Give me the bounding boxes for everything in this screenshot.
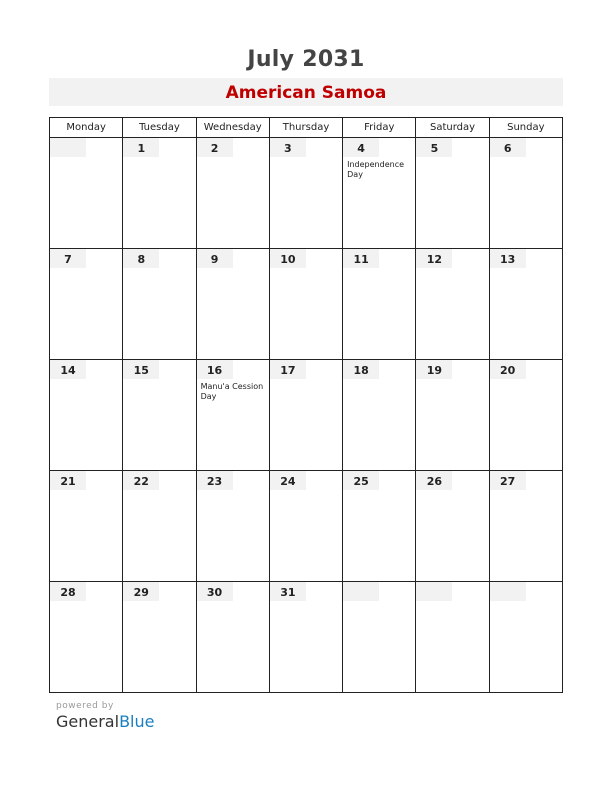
country-banner <box>49 78 563 106</box>
day-cell <box>196 360 269 471</box>
day-cell <box>50 249 123 360</box>
day-number: 31 <box>270 582 306 601</box>
day-cell <box>123 249 196 360</box>
week-row <box>50 360 563 471</box>
brand-blue: Blue <box>119 712 155 731</box>
day-number <box>50 138 86 157</box>
day-number: 13 <box>490 249 526 268</box>
day-number: 10 <box>270 249 306 268</box>
day-cell <box>269 471 342 582</box>
day-cell <box>269 138 342 249</box>
day-number: 20 <box>490 360 526 379</box>
day-cell <box>416 138 489 249</box>
day-cell <box>196 249 269 360</box>
day-cell <box>343 138 416 249</box>
weekday-thursday: Thursday <box>269 118 342 138</box>
day-number: 2 <box>197 138 233 157</box>
day-cell <box>123 471 196 582</box>
day-cell <box>416 582 489 693</box>
day-cell <box>343 249 416 360</box>
day-cell <box>343 360 416 471</box>
day-number: 19 <box>416 360 452 379</box>
day-cell <box>269 249 342 360</box>
country-name: American Samoa <box>225 83 387 103</box>
weekday-wednesday: Wednesday <box>196 118 269 138</box>
day-cell <box>416 360 489 471</box>
day-cell <box>489 138 562 249</box>
week-row <box>50 138 563 249</box>
holiday-label: Manu'a Cession Day <box>200 382 264 401</box>
weekday-monday: Monday <box>50 118 123 138</box>
day-cell <box>50 138 123 249</box>
weekday-sunday: Sunday <box>489 118 562 138</box>
day-cell <box>343 582 416 693</box>
day-number: 21 <box>50 471 86 490</box>
day-cell <box>489 249 562 360</box>
day-number: 4 <box>343 138 379 157</box>
day-number: 11 <box>343 249 379 268</box>
day-cell <box>196 582 269 693</box>
generalblue-logo <box>56 713 154 731</box>
day-cell <box>123 360 196 471</box>
week-row <box>50 471 563 582</box>
day-number: 24 <box>270 471 306 490</box>
day-number <box>343 582 379 601</box>
day-cell <box>196 138 269 249</box>
weekday-saturday: Saturday <box>416 118 489 138</box>
day-number: 27 <box>490 471 526 490</box>
day-cell <box>489 471 562 582</box>
day-cell <box>50 582 123 693</box>
day-cell <box>196 471 269 582</box>
day-cell <box>50 471 123 582</box>
day-number: 16 <box>197 360 233 379</box>
day-cell <box>489 582 562 693</box>
week-row <box>50 249 563 360</box>
day-cell <box>343 471 416 582</box>
day-number: 28 <box>50 582 86 601</box>
day-number: 29 <box>123 582 159 601</box>
day-number: 26 <box>416 471 452 490</box>
day-cell <box>123 138 196 249</box>
day-number: 23 <box>197 471 233 490</box>
calendar-grid <box>49 117 563 693</box>
calendar-title: July 2031 <box>247 47 365 72</box>
day-number: 14 <box>50 360 86 379</box>
day-number: 12 <box>416 249 452 268</box>
day-cell <box>123 582 196 693</box>
day-number: 30 <box>197 582 233 601</box>
powered-by-text: powered by <box>56 701 114 711</box>
day-number: 8 <box>123 249 159 268</box>
day-number: 3 <box>270 138 306 157</box>
week-row <box>50 582 563 693</box>
weekday-tuesday: Tuesday <box>123 118 196 138</box>
day-cell <box>269 360 342 471</box>
day-number: 5 <box>416 138 452 157</box>
calendar-body <box>50 138 563 693</box>
day-cell <box>416 249 489 360</box>
holiday-label: Independence Day <box>347 160 405 179</box>
day-number: 18 <box>343 360 379 379</box>
day-number <box>416 582 452 601</box>
day-number: 1 <box>123 138 159 157</box>
day-number: 6 <box>490 138 526 157</box>
brand-general: General <box>56 712 120 731</box>
weekday-friday: Friday <box>343 118 416 138</box>
day-cell <box>489 360 562 471</box>
day-number: 9 <box>197 249 233 268</box>
day-cell <box>416 471 489 582</box>
day-cell <box>269 582 342 693</box>
weekday-header-row <box>50 118 563 138</box>
day-number: 17 <box>270 360 306 379</box>
footer <box>56 701 154 731</box>
day-number <box>490 582 526 601</box>
day-number: 15 <box>123 360 159 379</box>
day-cell <box>50 360 123 471</box>
day-number: 22 <box>123 471 159 490</box>
day-number: 7 <box>50 249 86 268</box>
day-number: 25 <box>343 471 379 490</box>
